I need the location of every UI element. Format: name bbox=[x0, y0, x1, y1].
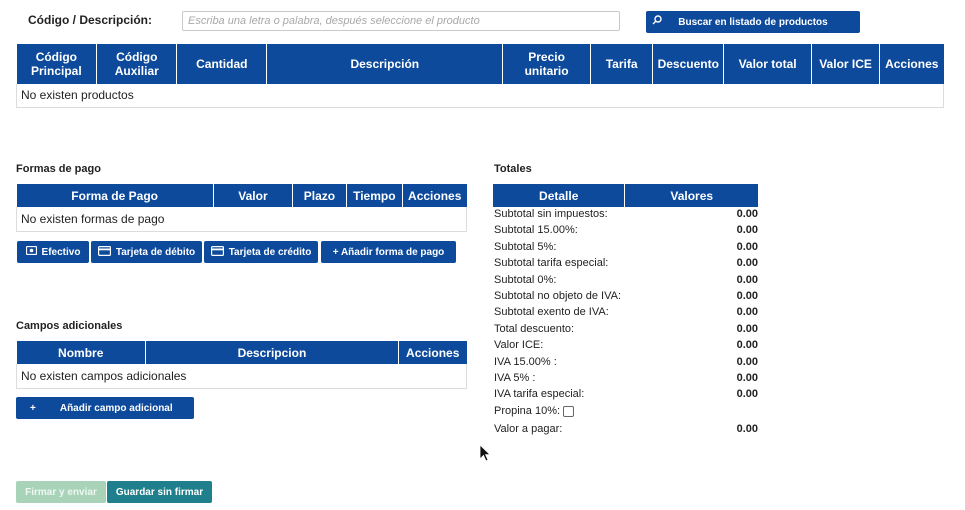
col-tiempo: Tiempo bbox=[346, 184, 402, 207]
totals-row-label: Subtotal no objeto de IVA: bbox=[494, 290, 621, 302]
col-valor-total: Valor total bbox=[724, 44, 812, 84]
save-unsigned-button[interactable]: Guardar sin firmar bbox=[107, 481, 212, 503]
product-search-input[interactable] bbox=[182, 11, 620, 31]
extra-fields-table bbox=[16, 341, 467, 389]
col-valor-ice: Valor ICE bbox=[812, 44, 880, 84]
payments-header-row bbox=[17, 184, 467, 207]
col-acciones: Acciones bbox=[880, 44, 944, 84]
search-products-button[interactable] bbox=[646, 11, 860, 33]
totals-row-value: 0.00 bbox=[736, 339, 758, 352]
totals-row-value: 0.00 bbox=[736, 273, 758, 286]
totals-row bbox=[494, 372, 758, 388]
tip-row bbox=[494, 405, 758, 421]
totals-row bbox=[494, 388, 758, 404]
col-valor: Valor bbox=[213, 184, 292, 207]
col-detalle: Detalle bbox=[493, 184, 625, 207]
products-table bbox=[16, 44, 944, 108]
products-empty-text: No existen productos bbox=[17, 84, 944, 107]
col-plazo: Plazo bbox=[293, 184, 347, 207]
payments-title: Formas de pago bbox=[16, 163, 101, 175]
totals-row-label: IVA 15.00% : bbox=[494, 355, 557, 368]
col-acciones-extra: Acciones bbox=[398, 341, 466, 364]
totals-row-value: 0.00 bbox=[736, 372, 758, 384]
totals-row-label: Subtotal tarifa especial: bbox=[494, 257, 609, 270]
col-tarifa: Tarifa bbox=[590, 44, 653, 84]
totals-row bbox=[494, 224, 758, 240]
extra-fields-header-row bbox=[17, 341, 467, 364]
credit-card-label: Tarjeta de crédito bbox=[228, 246, 312, 258]
search-products-label: Buscar en listado de productos bbox=[678, 16, 828, 28]
totals-row bbox=[494, 339, 758, 355]
totals-table bbox=[493, 184, 758, 207]
mouse-cursor-icon bbox=[479, 444, 491, 467]
cash-button-label: Efectivo bbox=[41, 246, 81, 258]
totals-row-value: 0.00 bbox=[736, 355, 758, 368]
col-cantidad: Cantidad bbox=[177, 44, 267, 84]
tip-label: Propina 10%: bbox=[494, 405, 561, 417]
col-nombre: Nombre bbox=[17, 341, 146, 364]
col-forma-pago: Forma de Pago bbox=[17, 184, 214, 207]
credit-card-button[interactable] bbox=[204, 241, 318, 263]
search-label: Código / Descripción: bbox=[28, 13, 153, 27]
totals-row bbox=[494, 274, 758, 290]
totals-row-value: 0.00 bbox=[736, 306, 758, 319]
pay-label: Valor a pagar: bbox=[494, 423, 563, 435]
col-precio-unitario: Precio unitario bbox=[503, 44, 590, 84]
totals-row bbox=[494, 290, 758, 306]
totals-row-label: IVA 5% : bbox=[494, 372, 536, 384]
debit-card-button[interactable] bbox=[91, 241, 202, 263]
totals-row-label: Subtotal 0%: bbox=[494, 273, 557, 286]
add-extra-field-label: Añadir campo adicional bbox=[59, 402, 173, 414]
totals-row-value: 0.00 bbox=[736, 208, 758, 220]
totals-row bbox=[494, 306, 758, 322]
totals-row-value: 0.00 bbox=[736, 290, 758, 302]
plus-icon: + bbox=[30, 402, 36, 414]
tip-label-wrap bbox=[494, 405, 574, 417]
totals-row-value: 0.00 bbox=[736, 240, 758, 253]
search-icon bbox=[652, 15, 662, 28]
col-descripcion: Descripción bbox=[267, 44, 503, 84]
products-header-row bbox=[17, 44, 944, 84]
totals-row-label: Subtotal exento de IVA: bbox=[494, 306, 609, 319]
col-descripcion-extra: Descripcion bbox=[145, 341, 398, 364]
payments-empty-row bbox=[17, 207, 467, 231]
payments-table bbox=[16, 184, 467, 232]
totals-header-row bbox=[493, 184, 758, 207]
products-empty-row bbox=[17, 84, 944, 107]
debit-card-label: Tarjeta de débito bbox=[115, 246, 196, 258]
totals-row bbox=[494, 323, 758, 339]
card-icon bbox=[211, 246, 224, 259]
cash-icon bbox=[26, 246, 37, 258]
totals-row-label: Subtotal 5%: bbox=[494, 240, 557, 253]
extra-fields-title: Campos adicionales bbox=[16, 320, 123, 332]
add-payment-button[interactable]: + Añadir forma de pago bbox=[321, 241, 456, 263]
tip-checkbox[interactable] bbox=[563, 406, 574, 417]
totals-row bbox=[494, 208, 758, 224]
totals-title: Totales bbox=[494, 163, 532, 175]
extra-fields-empty-text: No existen campos adicionales bbox=[17, 364, 467, 388]
totals-row bbox=[494, 356, 758, 372]
payments-empty-text: No existen formas de pago bbox=[17, 207, 467, 231]
col-valores: Valores bbox=[625, 184, 758, 207]
totals-row bbox=[494, 241, 758, 257]
pay-value: 0.00 bbox=[736, 423, 758, 435]
totals-row-value: 0.00 bbox=[736, 224, 758, 237]
col-codigo-auxiliar: Código Auxiliar bbox=[97, 44, 177, 84]
totals-row-value: 0.00 bbox=[736, 322, 758, 335]
sign-send-button[interactable]: Firmar y enviar bbox=[16, 481, 106, 503]
totals-row-value: 0.00 bbox=[736, 257, 758, 270]
extra-fields-empty-row bbox=[17, 364, 467, 388]
totals-row-label: IVA tarifa especial: bbox=[494, 388, 585, 401]
col-acciones-pago: Acciones bbox=[402, 184, 466, 207]
totals-row bbox=[494, 257, 758, 273]
totals-row-label: Subtotal 15.00%: bbox=[494, 224, 578, 237]
totals-row-label: Valor ICE: bbox=[494, 339, 544, 352]
col-codigo-principal: Código Principal bbox=[17, 44, 97, 84]
totals-row-label: Total descuento: bbox=[494, 322, 575, 335]
totals-row-label: Subtotal sin impuestos: bbox=[494, 208, 608, 220]
col-descuento: Descuento bbox=[653, 44, 724, 84]
totals-row-value: 0.00 bbox=[736, 388, 758, 401]
pay-row bbox=[494, 423, 758, 439]
cash-button[interactable] bbox=[17, 241, 89, 263]
add-extra-field-button[interactable] bbox=[16, 397, 194, 419]
card-icon bbox=[98, 246, 111, 259]
